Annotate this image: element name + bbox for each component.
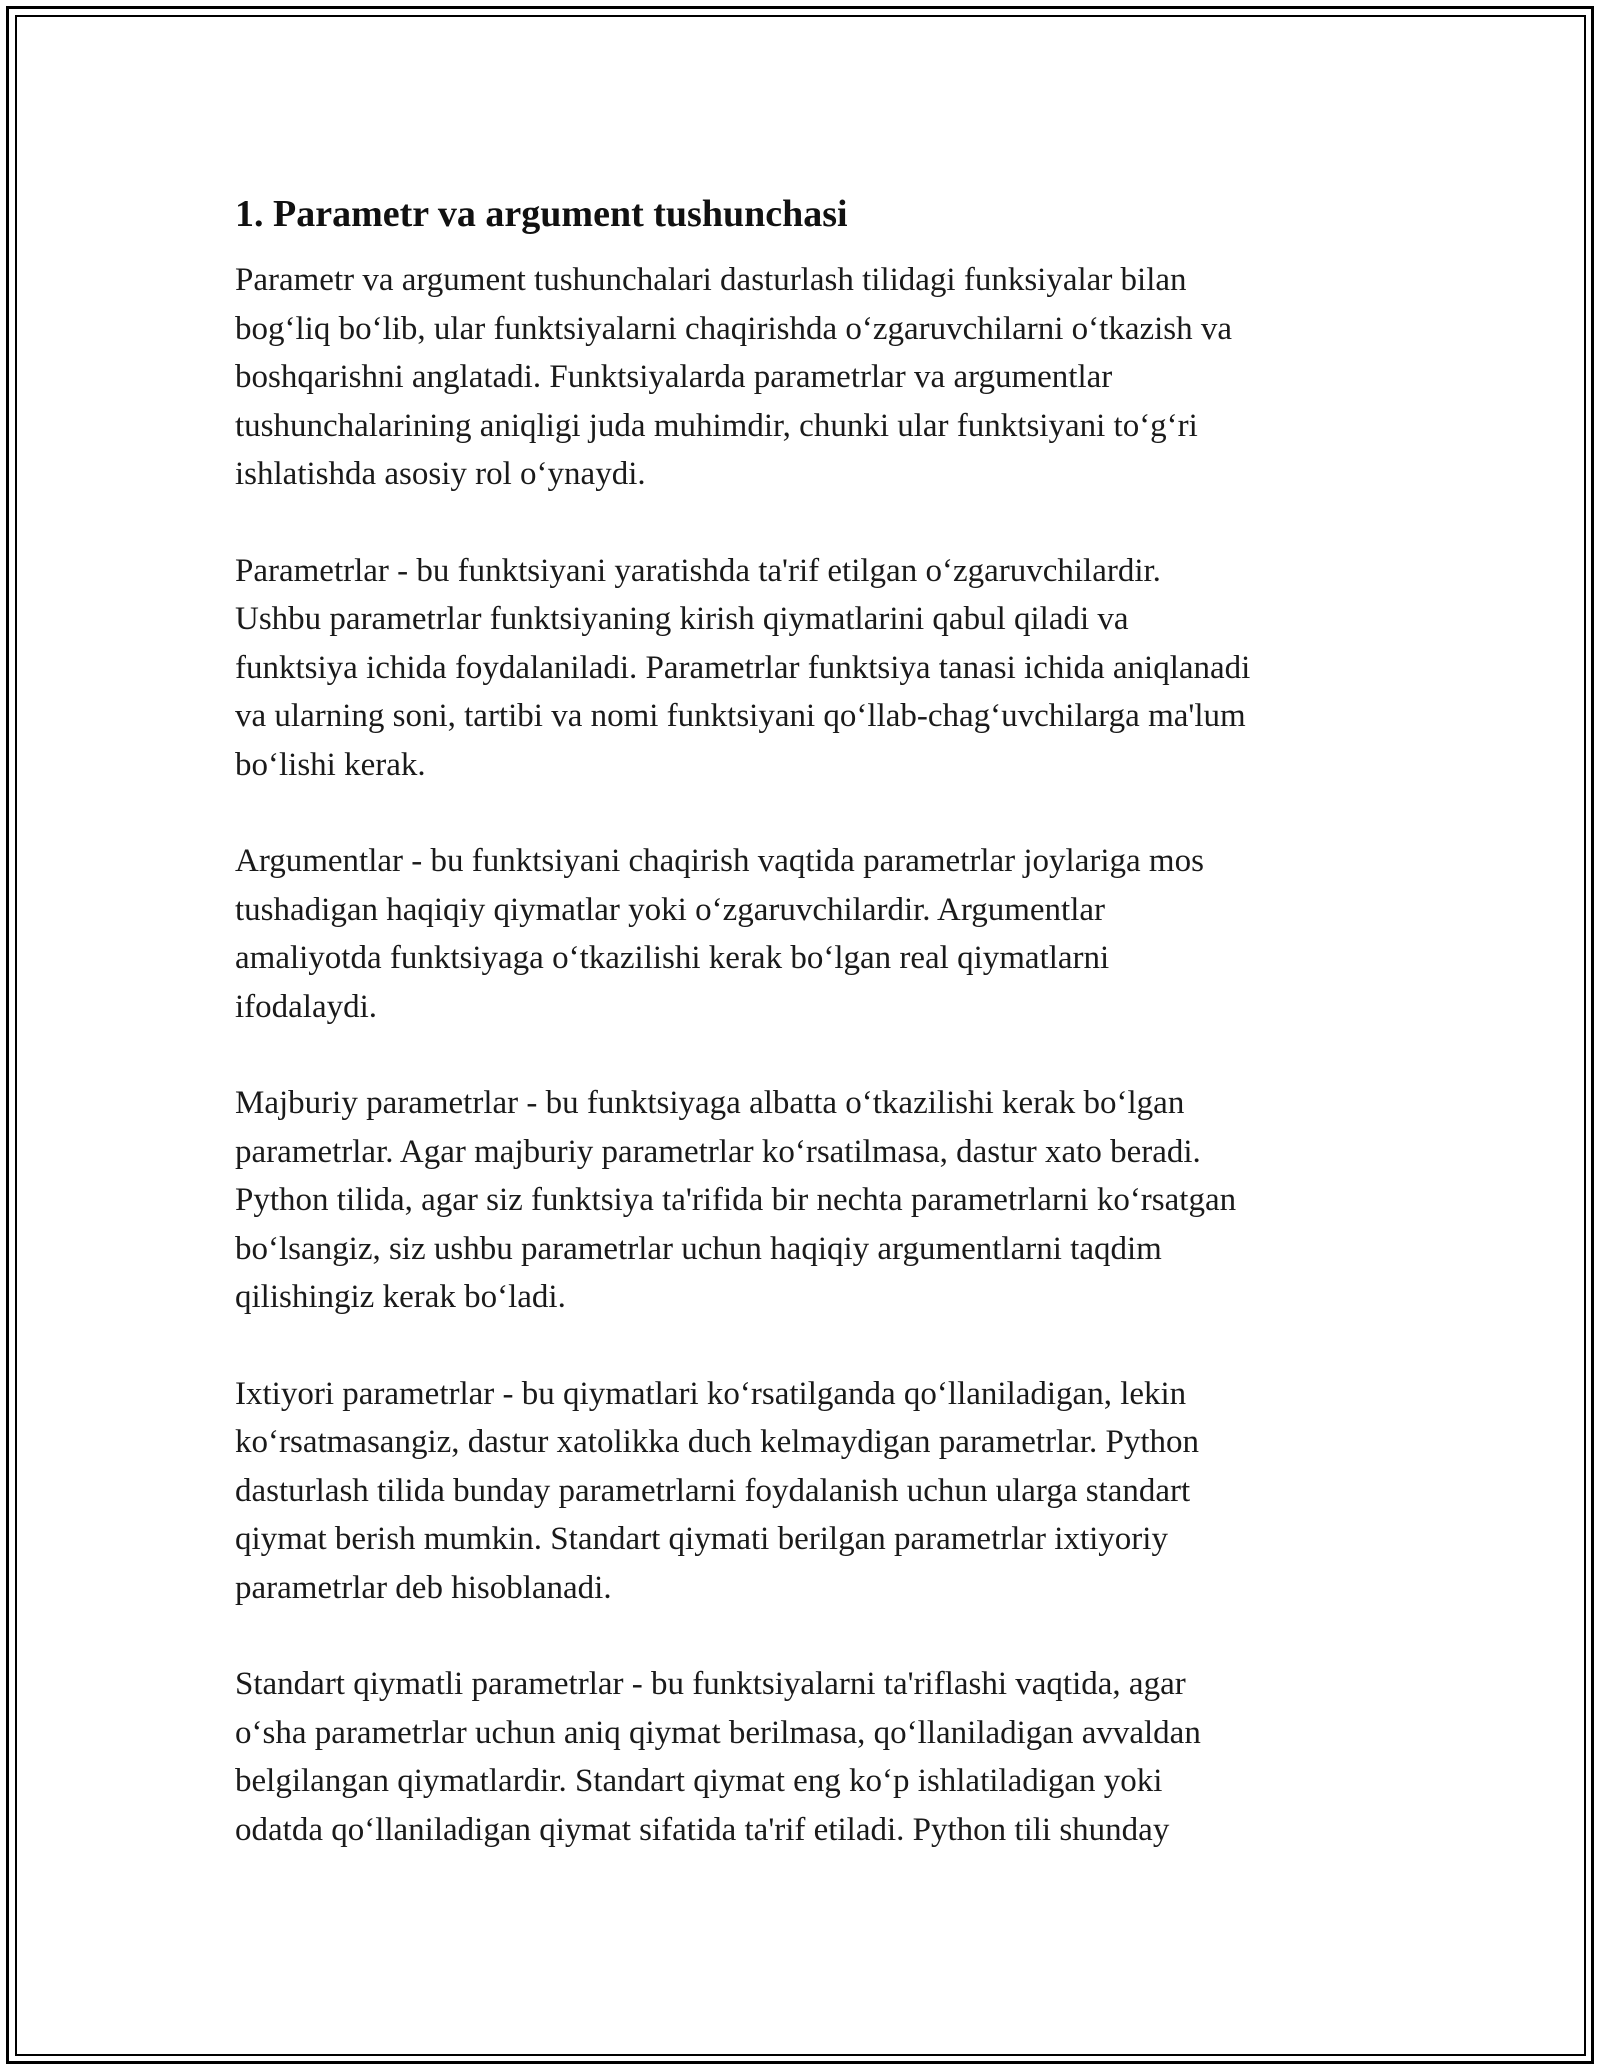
paragraph-required-parameters: Majburiy parametrlar - bu funktsiyaga albatta o‘tkazilishi kerak bo‘lgan parametrlar. Agar majburiy parametrlar ko‘rsatilmasa, dastur xato beradi. Python tilida, agar siz funktsiya ta'rifida bir nechta parametrlarni ko‘rsatgan bo‘lsangiz, siz ushbu parametrlar uchun haqiqiy argumentlarni taqdim qilishingiz kerak bo‘ladi.: [235, 1085, 1237, 1315]
paragraph-parameters: Parametrlar - bu funktsiyani yaratishda ta'rif etilgan o‘zgaruvchilardir. Ushbu parametrlar funktsiyaning kirish qiymatlarini qabul qiladi va funktsiya ichida foydalaniladi. Parametrlar funktsiya tanasi ichida aniqlanadi va ularning soni, tartibi va nomi funktsiyani qo‘llab-chag‘uvchilarga ma'lum bo‘lishi kerak.: [235, 552, 1251, 783]
paragraph-arguments: Argumentlar - bu funktsiyani chaqirish vaqtida parametrlar joylariga mos tushadigan haqiqiy qiymatlar yoki o‘zgaruvchilardir. Argumentlar amaliyotda funktsiyaga o‘tkazilishi kerak bo‘lgan real qiymatlarni ifodalaydi.: [235, 843, 1204, 1025]
paragraph-intro: Parametr va argument tushunchalari dasturlash tilidagi funksiyalar bilan bog‘liq bo‘lib, ular funktsiyalarni chaqirishda o‘zgaruvchilarni o‘tkazish va boshqarishni anglatadi. Funktsiyalarda parametrlar va argumentlar tushunchalarining aniqligi juda muhimdir, chunki ular funktsiyani to‘g‘ri ishlatishda asosiy rol o‘ynaydi.: [235, 262, 1233, 492]
paragraph-optional-parameters: Ixtiyori parametrlar - bu qiymatlari ko‘rsatilganda qo‘llaniladigan, lekin ko‘rsatmasangiz, dastur xatolikka duch kelmaydigan parametrlar. Python dasturlash tilida bunday parametrlarni foydalanish uchun ularga standart qiymat berish mumkin. Standart qiymati berilgan parametrlar ixtiyoriy parametrlar deb hisoblanadi.: [235, 1375, 1200, 1606]
paragraph-default-parameters: Standart qiymatli parametrlar - bu funktsiyalarni ta'riflashi vaqtida, agar o‘sha parametrlar uchun aniq qiymat berilmasa, qo‘llaniladigan avvaldan belgilangan qiymatlardir. Standart qiymat eng ko‘p ishlatiladigan yoki odatda qo‘llaniladigan qiymat sifatida ta'rif etiladi. Python tili shunday: [235, 1666, 1201, 1848]
section-heading: 1. Parametr va argument tushunchasi: [235, 193, 848, 235]
document-body: [235, 188, 1385, 1902]
